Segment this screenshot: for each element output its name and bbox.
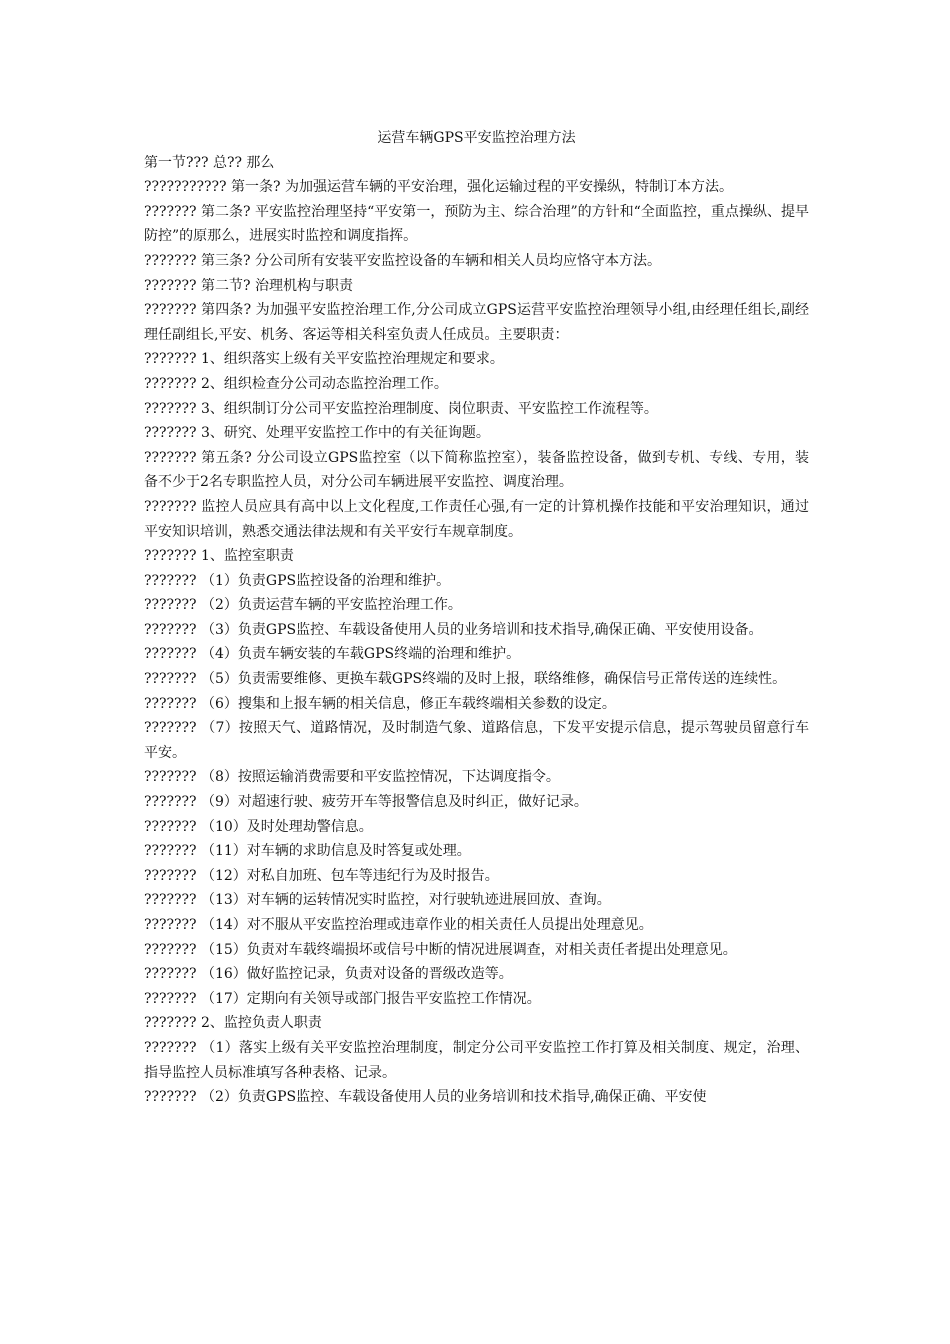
body-paragraph: ??????? （1）落实上级有关平安监控治理制度，制定分公司平安监控工作打算及相关制度、规定，治理、指导监控人员标准填写各种表格、记录。	[144, 1039, 809, 1081]
body-paragraph: ??????? 2、组织检查分公司动态监控治理工作。	[144, 375, 448, 392]
body-paragraph: ??????? （1）负责GPS监控设备的治理和维护。	[144, 572, 451, 589]
body-paragraph: ??????? 1、组织落实上级有关平安监控治理规定和要求。	[144, 351, 504, 368]
body-paragraph: ??????? 3、研究、处理平安监控工作中的有关征询题。	[144, 425, 490, 442]
body-paragraph: ??????? （10）及时处理劫警信息。	[144, 818, 373, 835]
body-paragraph: 第一节??? 总?? 那么	[144, 154, 275, 171]
body-paragraph: ??????? （15）负责对车载终端损坏或信号中断的情况进展调查，对相关责任者提出处理意见。	[144, 941, 737, 958]
body-paragraph: ??????? （2）负责GPS监控、车载设备使用人员的业务培训和技术指导,确保正确、平安使	[144, 1089, 707, 1106]
body-paragraph: ??????? （7）按照天气、道路情况，及时制造气象、道路信息，下发平安提示信息，提示驾驶员留意行车平安。	[144, 720, 809, 761]
body-paragraph: ??????? （17）定期向有关领导或部门报告平安监控工作情况。	[144, 990, 541, 1007]
body-paragraph: ??????? 第五条? 分公司设立GPS监控室（以下简称监控室），装备监控设备，做到专机、专线、专用，装备不少于2名专职监控人员，对分公司车辆进展平安监控、调度治理。	[144, 449, 809, 491]
body-paragraph: ??????? 监控人员应具有高中以上文化程度,工作责任心强,有一定的计算机操作技能和平安治理知识，通过平安知识培训，熟悉交通法律法规和有关平安行车规章制度。	[144, 498, 809, 540]
body-paragraph: ??????? （8）按照运输消费需要和平安监控情况，下达调度指令。	[144, 769, 560, 786]
body-paragraph: ??????? （4）负责车辆安装的车载GPS终端的治理和维护。	[144, 646, 521, 663]
body-paragraph: ??????? （16）做好监控记录，负责对设备的晋级改造等。	[144, 966, 513, 983]
body-paragraph: ??????? （2）负责运营车辆的平安监控治理工作。	[144, 597, 462, 614]
body-paragraph: ??????? 1、监控室职责	[144, 548, 294, 565]
body-paragraph: ??????? （3）负责GPS监控、车载设备使用人员的业务培训和技术指导,确保正确、平安使用设备。	[144, 621, 763, 638]
document-page	[144, 126, 809, 1110]
body-paragraph: ??????? （13）对车辆的运转情况实时监控，对行驶轨迹进展回放、查询。	[144, 892, 611, 909]
body-paragraph: ??????? （12）对私自加班、包车等违纪行为及时报告。	[144, 867, 499, 884]
body-paragraph: ??????? （14）对不服从平安监控治理或违章作业的相关责任人员提出处理意见。	[144, 917, 653, 933]
body-paragraph: ??????? （9）对超速行驶、疲劳开车等报警信息及时纠正，做好记录。	[144, 794, 588, 811]
body-paragraph: ??????? 3、组织制订分公司平安监控治理制度、岗位职责、平安监控工作流程等。	[144, 400, 658, 417]
body-paragraph: ??????????? 第一条? 为加强运营车辆的平安治理，强化运输过程的平安操纵，特制订本方法。	[144, 179, 733, 196]
body-paragraph: ??????? （5）负责需要维修、更换车载GPS终端的及时上报，联络维修，确保信号正常传送的连续性。	[144, 671, 787, 688]
body-paragraph: ??????? （6）搜集和上报车辆的相关信息，修正车载终端相关参数的设定。	[144, 695, 616, 712]
body-paragraph: ??????? 2、监控负责人职责	[144, 1015, 322, 1032]
body-paragraph: ??????? 第二节? 治理机构与职责	[144, 277, 353, 294]
document-body	[144, 151, 809, 1110]
body-paragraph: ??????? 第四条? 为加强平安监控治理工作,分公司成立GPS运营平安监控治理领导小组,由经理任组长,副经理任副组长,平安、机务、客运等相关科室负责人任成员。主要职责：	[144, 302, 809, 343]
body-paragraph: ??????? 第三条? 分公司所有安装平安监控设备的车辆和相关人员均应恪守本方法。	[144, 252, 661, 269]
body-paragraph: ??????? 第二条? 平安监控治理坚持“平安第一，预防为主、综合治理”的方针和“全面监控，重点操纵、提早防控”的原那么，进展实时监控和调度指挥。	[144, 203, 809, 245]
body-paragraph: ??????? （11）对车辆的求助信息及时答复或处理。	[144, 843, 471, 860]
document-title: 运营车辆GPS平安监控治理方法	[377, 130, 576, 146]
